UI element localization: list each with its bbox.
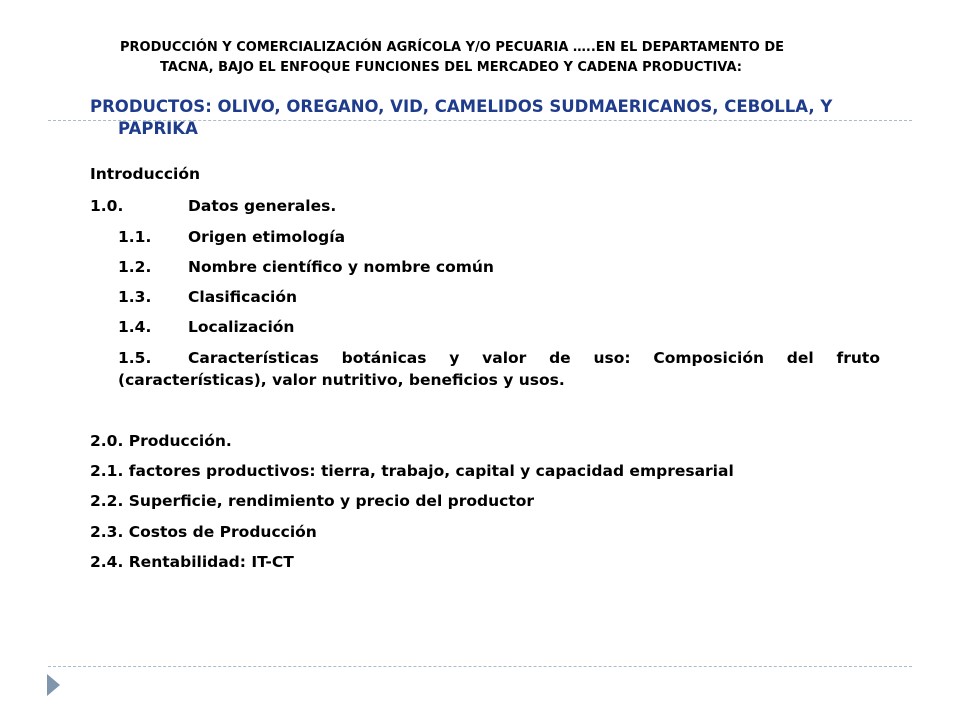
triangle-bullet-icon <box>47 674 60 696</box>
outline-section-1-1 <box>118 227 345 247</box>
section-title: Datos generales. <box>188 197 337 215</box>
section-title: Nombre científico y nombre común <box>188 258 494 276</box>
outline-section-1-2 <box>118 257 494 277</box>
section-number: 1.3. <box>118 288 152 306</box>
products-heading <box>90 96 890 140</box>
section-number: 1.2. <box>118 258 152 276</box>
outline-section-2-3: 2.3. Costos de Producción <box>90 523 317 541</box>
header-line-1: PRODUCCIÓN Y COMERCIALIZACIÓN AGRÍCOLA Y/O PECUARIA …..EN EL DEPARTAMENTO DE <box>120 40 785 55</box>
outline-section-1 <box>90 196 336 216</box>
outline-section-2-4: 2.4. Rentabilidad: IT-CT <box>90 553 294 571</box>
outline-section-1-5 <box>118 348 880 368</box>
document-header <box>90 38 880 78</box>
outline-intro: Introducción <box>90 165 201 183</box>
header-line-2: TACNA, BAJO EL ENFOQUE FUNCIONES DEL MERCADEO Y CADENA PRODUCTIVA: <box>160 60 742 75</box>
products-line-1: PRODUCTOS: OLIVO, OREGANO, VID, CAMELIDOS SUDMAERICANOS, CEBOLLA, Y <box>90 97 833 116</box>
section-number: 1.4. <box>118 318 152 336</box>
section-number: 1.0. <box>90 197 124 215</box>
section-title: Características botánicas y valor de uso: Composición del fruto <box>188 349 880 367</box>
bottom-divider <box>48 666 912 667</box>
section-title: Clasificación <box>188 288 298 306</box>
outline-section-2-2: 2.2. Superficie, rendimiento y precio del productor <box>90 492 535 510</box>
outline-section-1-5-continued: (características), valor nutritivo, beneficios y usos. <box>118 371 565 389</box>
outline-section-1-4 <box>118 317 294 337</box>
outline-section-2: 2.0. Producción. <box>90 432 232 450</box>
outline-section-1-3 <box>118 287 297 307</box>
section-number: 1.1. <box>118 228 152 246</box>
outline-section-2-1: 2.1. factores productivos: tierra, trabajo, capital y capacidad empresarial <box>90 462 734 480</box>
products-line-2: PAPRIKA <box>118 119 198 138</box>
section-title: Localización <box>188 318 295 336</box>
section-number: 1.5. <box>118 349 152 367</box>
section-title: Origen etimología <box>188 228 346 246</box>
